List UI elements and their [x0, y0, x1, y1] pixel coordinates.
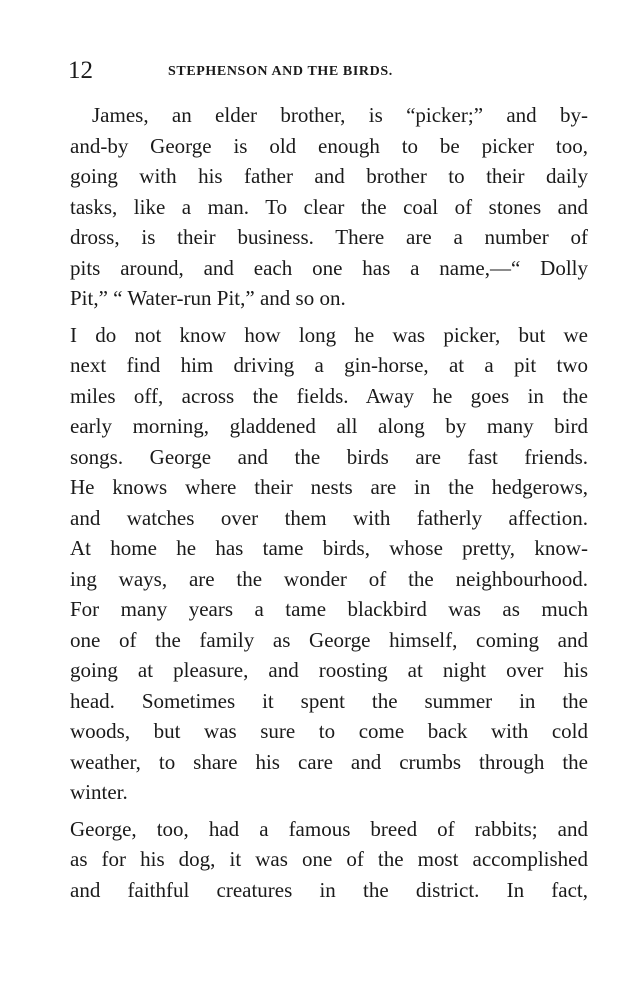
text-line: woods, but was sure to come back with cold: [70, 719, 588, 743]
text-line: weather, to share his care and crumbs through the: [70, 749, 588, 774]
page-number: 12: [68, 57, 93, 84]
text-line: For many years a tame blackbird was as much: [70, 597, 588, 621]
text-line: tasks, like a man. To clear the coal of stones and: [70, 194, 588, 219]
text-line: ing ways, are the wonder of the neighbourhood.: [70, 566, 588, 591]
text-line: winter.: [70, 780, 128, 804]
text-line: George, too, had a famous breed of rabbits; and: [70, 816, 588, 841]
text-line: going with his father and brother to their daily: [70, 164, 588, 188]
text-line: He knows where their nests are in the hedgerows,: [70, 475, 588, 499]
text-line: Pit,” “ Water-run Pit,” and so on.: [70, 286, 346, 310]
text-line: next find him driving a gin-horse, at a pit two: [70, 353, 588, 377]
text-line: as for his dog, it was one of the most accomplished: [70, 847, 588, 871]
text-line: James, an elder brother, is “picker;” and by-: [92, 103, 588, 127]
text-line: songs. George and the birds are fast friends.: [70, 444, 588, 469]
text-line: At home he has tame birds, whose pretty, know-: [70, 536, 588, 560]
text-line: and faithful creatures in the district. In fact,: [70, 877, 588, 902]
paragraph-3: [70, 814, 588, 906]
text-line: and-by George is old enough to be picker too,: [70, 133, 588, 158]
running-head: [68, 56, 588, 86]
text-line: head. Sometimes it spent the summer in the: [70, 688, 588, 713]
text-line: I do not know how long he was picker, but we: [70, 322, 588, 347]
text-line: going at pleasure, and roosting at night over his: [70, 658, 588, 682]
text-line: early morning, gladdened all along by many bird: [70, 414, 588, 438]
text-line: pits around, and each one has a name,—“ Dolly: [70, 255, 588, 280]
body-text: [70, 100, 588, 905]
text-line: one of the family as George himself, coming and: [70, 627, 588, 652]
text-line: dross, is their business. There are a number of: [70, 225, 588, 249]
text-line: and watches over them with fatherly affection.: [70, 505, 588, 530]
paragraph-1: [70, 100, 588, 314]
running-title: STEPHENSON AND THE BIRDS.: [168, 64, 393, 79]
text-line: miles off, across the fields. Away he goes in the: [70, 383, 588, 408]
paragraph-2: [70, 320, 588, 808]
